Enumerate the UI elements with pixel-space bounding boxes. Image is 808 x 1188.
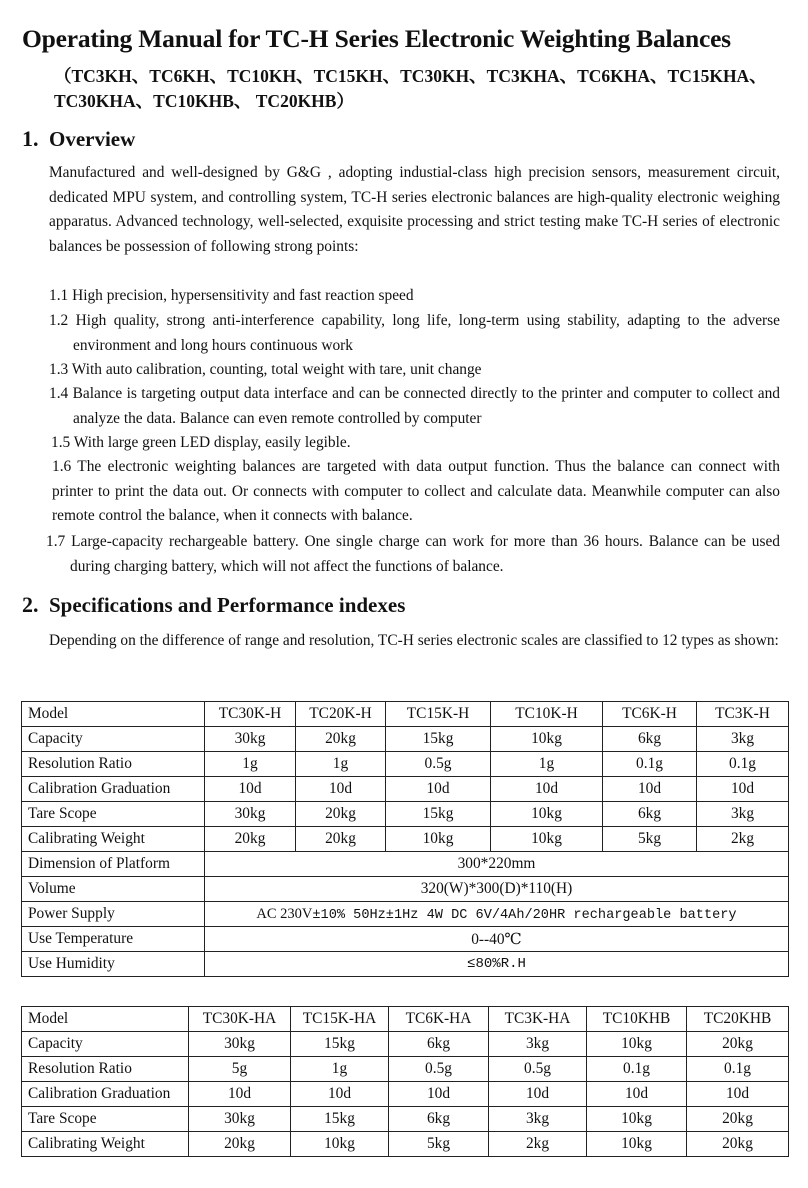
table-cell: ≤80%R.H	[205, 952, 789, 977]
table-cell: Dimension of Platform	[22, 852, 205, 877]
table-header-cell: TC30K-HA	[189, 1007, 291, 1032]
table-cell: 30kg	[189, 1107, 291, 1132]
table-cell: 10d	[291, 1082, 389, 1107]
table-cell: 10d	[205, 777, 296, 802]
table-cell: Calibration Graduation	[22, 1082, 189, 1107]
power-supply-detail: ±10% 50Hz±1Hz 4W DC 6V/4Ah/20HR rechargeable battery	[312, 907, 737, 923]
table-header-cell: Model	[22, 1007, 189, 1032]
table-cell: 3kg	[489, 1032, 587, 1057]
table-row	[22, 1032, 789, 1057]
table-cell: Use Humidity	[22, 952, 205, 977]
table-cell: 10d	[603, 777, 697, 802]
table-row	[22, 827, 789, 852]
table-cell: 20kg	[296, 827, 386, 852]
table-cell: 320(W)*300(D)*110(H)	[205, 877, 789, 902]
overview-point-7: 1.7 Large-capacity rechargeable battery. One single charge can work for more than 36 hours. Balance can be used during charging battery, which will not affect the functions of balance.	[46, 533, 780, 575]
table-cell: Tare Scope	[22, 1107, 189, 1132]
table-cell: Use Temperature	[22, 927, 205, 952]
table-cell: Capacity	[22, 727, 205, 752]
table-cell: 3kg	[697, 727, 789, 752]
table-cell: 10kg	[587, 1107, 687, 1132]
table-cell: 10kg	[491, 827, 603, 852]
spec-table-h-series	[21, 701, 789, 977]
table-cell: 30kg	[205, 727, 296, 752]
table-row	[22, 1107, 789, 1132]
table-cell: 10d	[389, 1082, 489, 1107]
table-cell: 10kg	[291, 1132, 389, 1157]
overview-point-1: 1.1 High precision, hypersensitivity and fast reaction speed	[49, 287, 414, 304]
table-cell: 20kg	[296, 727, 386, 752]
table-cell: 6kg	[603, 727, 697, 752]
table-header-cell: Model	[22, 702, 205, 727]
table-cell: 5g	[189, 1057, 291, 1082]
table-row	[22, 1057, 789, 1082]
table-row	[22, 802, 789, 827]
table-cell: 3kg	[697, 802, 789, 827]
table-row	[22, 1132, 789, 1157]
table-cell: Calibrating Weight	[22, 1132, 189, 1157]
table-cell: 10kg	[491, 802, 603, 827]
table-header-cell: TC15K-H	[386, 702, 491, 727]
table-cell: 2kg	[489, 1132, 587, 1157]
table-cell: Calibrating Weight	[22, 827, 205, 852]
overview-point-2: 1.2 High quality, strong anti-interference capability, long life, long-term using stability, adapting to the adverse environment and long hours continuous work	[49, 312, 780, 354]
table-cell: 0.5g	[389, 1057, 489, 1082]
table-cell: 15kg	[386, 727, 491, 752]
power-supply-cell	[205, 902, 789, 927]
table-header-row	[22, 702, 789, 727]
table-header-cell: TC20K-H	[296, 702, 386, 727]
table-cell: 5kg	[389, 1132, 489, 1157]
spec-table-ha-hb-series	[21, 1006, 789, 1157]
table-header-cell: TC15K-HA	[291, 1007, 389, 1032]
table-row	[22, 752, 789, 777]
table-cell: 0.5g	[489, 1057, 587, 1082]
table-cell: 6kg	[603, 802, 697, 827]
table-cell: 20kg	[687, 1032, 789, 1057]
table-row	[22, 877, 789, 902]
table-header-cell: TC30K-H	[205, 702, 296, 727]
table-cell: 10d	[489, 1082, 587, 1107]
table-header-row	[22, 1007, 789, 1032]
table-cell: Power Supply	[22, 902, 205, 927]
table-row	[22, 952, 789, 977]
section-2-title: Specifications and Performance indexes	[49, 593, 406, 617]
table-cell: 10d	[697, 777, 789, 802]
table-cell: 6kg	[389, 1032, 489, 1057]
table-cell: 1g	[205, 752, 296, 777]
table-cell: 300*220mm	[205, 852, 789, 877]
table-cell: 30kg	[189, 1032, 291, 1057]
table-cell: 20kg	[296, 802, 386, 827]
power-supply-lead: AC 230V	[256, 905, 313, 922]
document-title: Operating Manual for TC-H Series Electronic Weighting Balances	[22, 24, 731, 53]
table-cell: 0.1g	[687, 1057, 789, 1082]
section-1-heading	[22, 126, 135, 152]
table-cell: 10d	[687, 1082, 789, 1107]
table-header-cell: TC10K-H	[491, 702, 603, 727]
table-cell: 6kg	[389, 1107, 489, 1132]
table-row	[22, 1082, 789, 1107]
table-cell: Capacity	[22, 1032, 189, 1057]
table-cell: 15kg	[291, 1107, 389, 1132]
table-cell: Volume	[22, 877, 205, 902]
table-cell: Resolution Ratio	[22, 752, 205, 777]
overview-point-4: 1.4 Balance is targeting output data interface and can be connected directly to the printer and computer to collect and analyze the data. Balance can even remote controlled by computer	[49, 385, 780, 427]
table-cell: 10kg	[386, 827, 491, 852]
table-cell: 10d	[587, 1082, 687, 1107]
table-cell: 30kg	[205, 802, 296, 827]
table-header-cell: TC6K-HA	[389, 1007, 489, 1032]
table-cell: Resolution Ratio	[22, 1057, 189, 1082]
overview-point-3: 1.3 With auto calibration, counting, total weight with tare, unit change	[49, 361, 482, 378]
overview-point-6: 1.6 The electronic weighting balances are targeted with data output function. Thus the balance can connect with printer to print the data out. Or connects with computer to collect and calculate data. Meanwhile computer can also remote control the balance, when it connects with balance.	[52, 458, 780, 525]
table-cell: 10d	[189, 1082, 291, 1107]
section-2-number: 2.	[22, 592, 39, 617]
table-cell: 15kg	[291, 1032, 389, 1057]
table-cell: 20kg	[687, 1107, 789, 1132]
table-header-cell: TC3K-HA	[489, 1007, 587, 1032]
table-cell: 10kg	[587, 1032, 687, 1057]
specs-intro: Depending on the difference of range and resolution, TC-H series electronic scales are classified to 12 types as shown:	[49, 632, 779, 649]
table-cell: 20kg	[687, 1132, 789, 1157]
table-row	[22, 852, 789, 877]
table-cell: 0.1g	[603, 752, 697, 777]
table-cell: 0.5g	[386, 752, 491, 777]
table-header-cell: TC3K-H	[697, 702, 789, 727]
table-cell: 20kg	[189, 1132, 291, 1157]
overview-intro: Manufactured and well-designed by G&G , adopting industial-class high precision sensors, measurement circuit, dedicated MPU system, and controlling system, TC-H series electronic balances are high-quality electronic weighing apparatus. Advanced technology, well-selected, exquisite processing and strict testing make TC-H series of electronic balances be possession of following strong points:	[49, 164, 780, 255]
table-cell: 10d	[386, 777, 491, 802]
table-cell: 3kg	[489, 1107, 587, 1132]
table-cell: 15kg	[386, 802, 491, 827]
table-cell: 0.1g	[697, 752, 789, 777]
table-cell: Tare Scope	[22, 802, 205, 827]
table-cell: 10d	[296, 777, 386, 802]
table-cell: 0.1g	[587, 1057, 687, 1082]
table-cell: 1g	[291, 1057, 389, 1082]
overview-point-5: 1.5 With large green LED display, easily legible.	[51, 434, 351, 451]
table-cell: 20kg	[205, 827, 296, 852]
section-1-title: Overview	[49, 127, 136, 151]
table-header-cell: TC20KHB	[687, 1007, 789, 1032]
table-row	[22, 777, 789, 802]
table-cell: 1g	[491, 752, 603, 777]
table-cell: 10kg	[491, 727, 603, 752]
table-cell: 0--40℃	[205, 927, 789, 952]
table-cell: 10kg	[587, 1132, 687, 1157]
table-row	[22, 927, 789, 952]
section-1-number: 1.	[22, 126, 39, 151]
section-2-heading	[22, 592, 405, 618]
table-cell: 5kg	[603, 827, 697, 852]
table-header-cell: TC6K-H	[603, 702, 697, 727]
table-header-cell: TC10KHB	[587, 1007, 687, 1032]
table-row	[22, 727, 789, 752]
table-cell: 2kg	[697, 827, 789, 852]
table-cell: 1g	[296, 752, 386, 777]
model-list: （TC3KH、TC6KH、TC10KH、TC15KH、TC30KH、TC3KHA、TC6KHA、TC15KHA、TC30KHA、TC10KHB、 TC20KHB）	[54, 66, 767, 111]
table-cell: 10d	[491, 777, 603, 802]
table-cell: Calibration Graduation	[22, 777, 205, 802]
table-row	[22, 902, 789, 927]
